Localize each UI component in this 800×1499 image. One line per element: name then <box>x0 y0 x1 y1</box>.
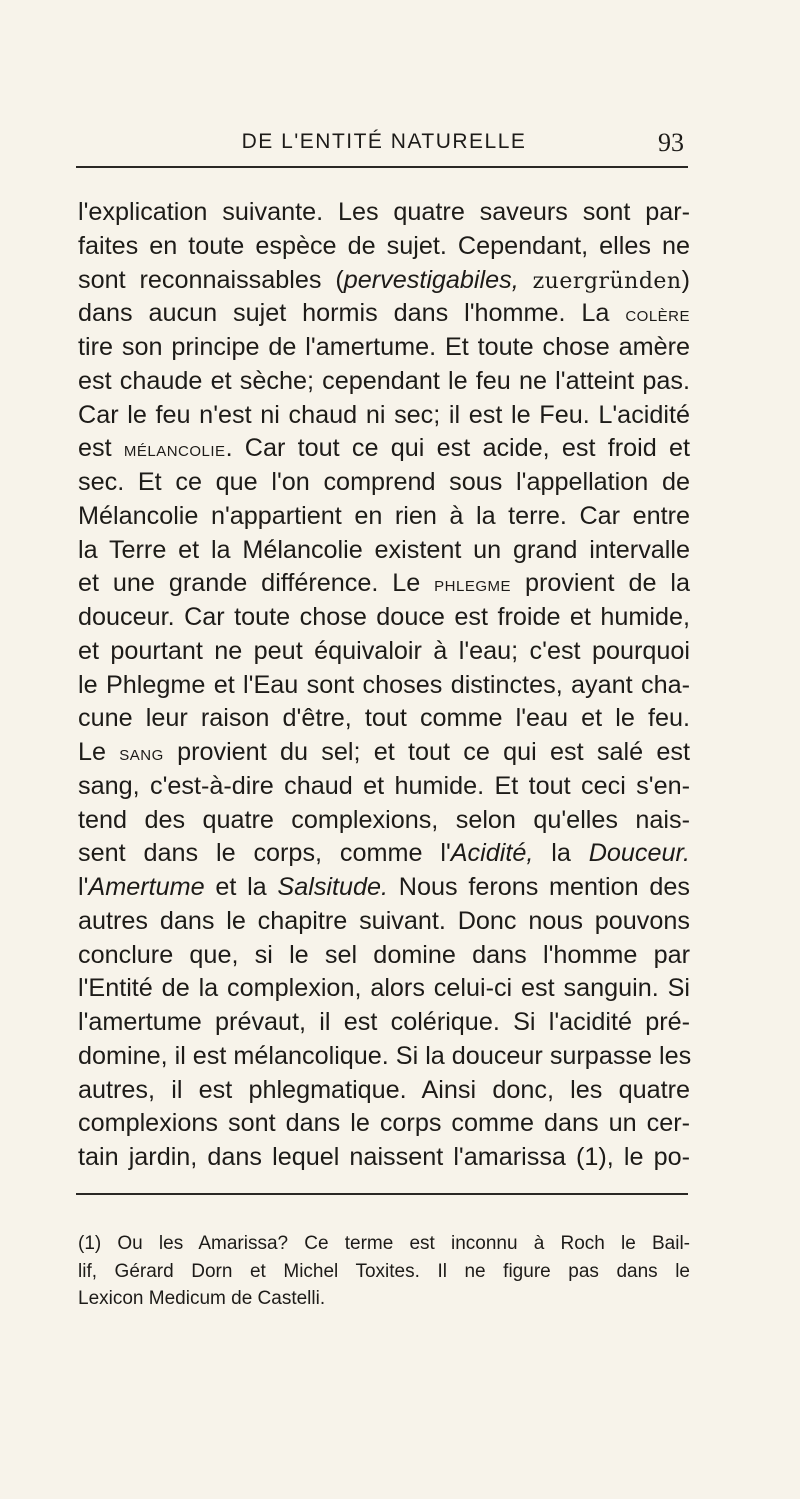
text-line: cune leur raison d'être, tout comme l'eau et le feu. <box>78 704 690 733</box>
text-run: la <box>533 839 589 868</box>
text-line: le Phlegme et l'Eau sont choses distinctes, ayant cha- <box>78 670 690 699</box>
text-run: provient de la <box>511 569 690 598</box>
italic-term: Acidité, <box>450 839 534 868</box>
running-title: DE L'ENTITÉ NATURELLE <box>241 130 527 153</box>
text-run: et la <box>204 873 278 901</box>
text-line <box>78 736 690 770</box>
text-run: et une grande différence. Le <box>78 569 435 598</box>
text-line: Car le feu n'est ni chaud ni sec; il est le Feu. L'acidité <box>78 400 690 429</box>
text-run: l' <box>78 873 89 901</box>
text-line: tire son principe de l'amertume. Et toute chose amère <box>78 333 690 361</box>
smallcaps-term: colère <box>625 303 690 327</box>
text-run: sent dans le corps, comme l' <box>78 839 451 868</box>
text-line: l'Entité de la complexion, alors celui-ci est sanguin. Si <box>78 974 690 1003</box>
header-rule <box>76 166 688 168</box>
german-term: zuergründen <box>532 268 682 294</box>
footnote-line: Lexicon Medicum de Castelli. <box>78 1288 326 1309</box>
footnote-line: (1) Ou les Amarissa? Ce terme est inconnu à Roch le Bail- <box>78 1233 690 1254</box>
footnote <box>78 1230 690 1313</box>
text-run: dans aucun sujet hormis dans l'homme. La <box>78 299 626 328</box>
text-line: tain jardin, dans lequel naissent l'amarissa (1), le po- <box>78 1143 690 1171</box>
text-line <box>78 871 690 905</box>
text-line: faites en toute espèce de sujet. Cependant, elles ne <box>78 231 690 260</box>
text-line: l'amertume prévaut, il est colérique. Si l'acidité pré- <box>78 1008 690 1036</box>
text-run: Nous ferons mention des <box>388 873 691 901</box>
page-header <box>78 124 690 164</box>
italic-term: Douceur. <box>588 839 690 868</box>
italic-term: Amertume <box>88 873 205 901</box>
smallcaps-term: mélancolie <box>123 438 226 462</box>
smallcaps-term: sang <box>119 742 164 765</box>
latin-term: pervestigabiles, <box>343 265 519 294</box>
text-run: ) <box>681 265 690 294</box>
italic-term: Salsitude. <box>277 873 389 901</box>
text-line: et pourtant ne peut équivaloir à l'eau; c'est pourquoi <box>78 636 690 665</box>
body-text <box>78 196 690 1175</box>
text-run: . Car tout ce qui est acide, est froid et <box>225 434 690 463</box>
text-line: domine, il est mélancolique. Si la douceur surpasse les <box>78 1041 692 1070</box>
text-line <box>78 297 690 331</box>
text-line: autres, il est phlegmatique. Ainsi donc, les quatre <box>78 1075 690 1104</box>
text-line <box>78 567 690 601</box>
text-line <box>78 837 690 871</box>
text-line: douceur. Car toute chose douce est froide et humide, <box>78 603 690 631</box>
text-line: l'explication suivante. Les quatre saveurs sont par- <box>78 198 690 226</box>
text-line: sang, c'est-à-dire chaud et humide. Et tout ceci s'en- <box>78 771 690 800</box>
smallcaps-term: phlegme <box>434 573 512 597</box>
text-run: provient du sel; et tout ce qui est salé est <box>163 738 691 766</box>
text-line: autres dans le chapitre suivant. Donc nous pouvons <box>78 906 690 935</box>
text-line: complexions sont dans le corps comme dans un cer- <box>78 1109 690 1138</box>
footnote-rule <box>76 1193 688 1195</box>
text-line: est chaude et sèche; cependant le feu ne l'atteint pas. <box>78 366 690 395</box>
text-line: conclure que, si le sel domine dans l'homme par <box>78 940 690 969</box>
footnote-line: lif, Gérard Dorn et Michel Toxites. Il ne figure pas dans le <box>78 1260 690 1282</box>
text-line: Mélancolie n'appartient en rien à la terre. Car entre <box>78 501 690 530</box>
text-run: Le <box>78 738 120 766</box>
text-line <box>78 264 690 298</box>
text-run: sont reconnaissables ( <box>78 265 344 294</box>
text-line: sec. Et ce que l'on comprend sous l'appellation de <box>78 468 690 496</box>
text-line: la Terre et la Mélancolie existent un grand intervalle <box>78 535 690 564</box>
text-run: est <box>78 434 124 463</box>
text-line <box>78 432 690 466</box>
text-line: tend des quatre complexions, selon qu'elles nais- <box>78 805 690 834</box>
page-number: 93 <box>658 128 684 157</box>
